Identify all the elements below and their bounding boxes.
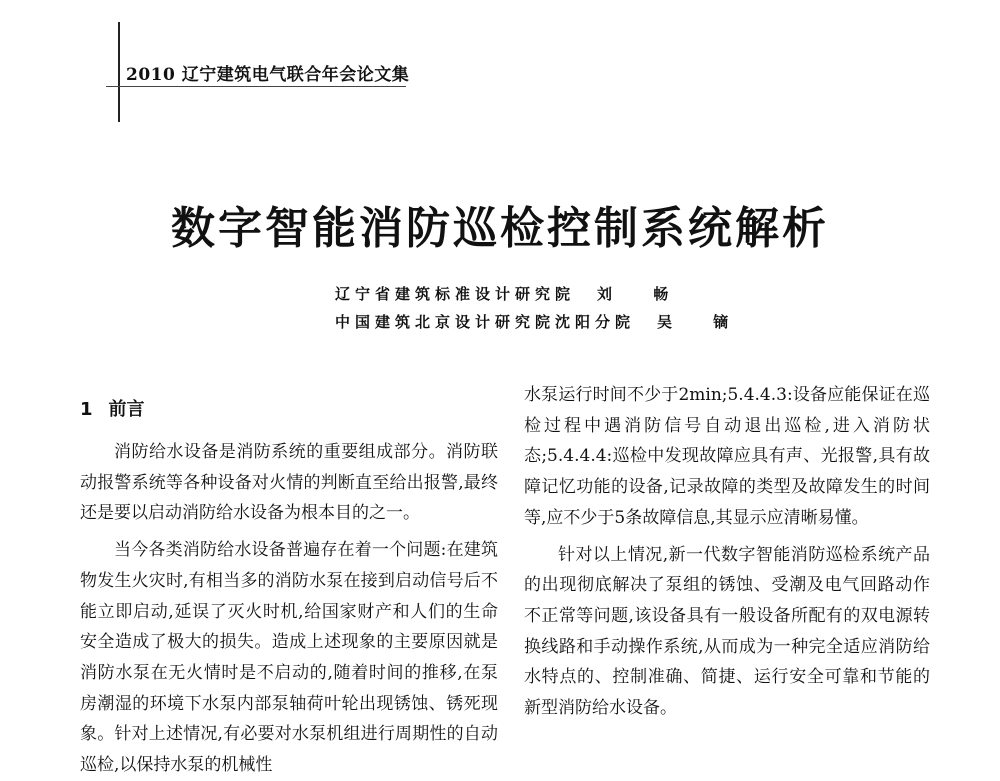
author-line-2 <box>335 311 746 332</box>
body-paragraph: 消防给水设备是消防系统的重要组成部分。消防联动报警系统等各种设备对火情的判断直至给出报警,最终还是要以启动消防给水设备为根本目的之一。 <box>80 442 498 524</box>
section-title: 前言 <box>108 399 145 420</box>
section-number: 1 <box>80 399 93 420</box>
running-head-horizontal-rule <box>106 86 406 87</box>
body-paragraph: 针对以上情况,新一代数字智能消防巡检系统产品的出现彻底解决了泵组的锈蚀、受潮及电气回路动作不正常等问题,该设备具有一般设备所配有的双电源转换线路和手动操作系统,从而成为一种完全适应消防给水特点的、控制准确、简捷、运行安全可靠和节能的新型消防给水设备。 <box>524 544 930 719</box>
right-column <box>524 380 930 724</box>
section-heading <box>80 395 498 425</box>
author-name: 吴 镝 <box>657 313 747 331</box>
body-paragraph: 水泵运行时间不少于2min;5.4.4.3:设备应能保证在巡检过程中遇消防信号自动退出巡检,进入消防状态;5.4.4.4:巡检中发现故障应具有声、光报警,具有故障记忆功能的设备,记录故障的类型及故障发生的时间等,应不少于5条故障信息,其显示应清晰易懂。 <box>524 385 930 528</box>
author-affiliation: 中国建筑北京设计研究院沈阳分院 <box>335 313 636 331</box>
author-line-1 <box>335 283 686 304</box>
left-column <box>80 395 498 781</box>
author-name: 刘 畅 <box>597 285 687 303</box>
author-affiliation: 辽宁省建筑标准设计研究院 <box>335 285 576 303</box>
running-head-vertical-rule <box>118 22 120 122</box>
body-paragraph: 当今各类消防给水设备普遍存在着一个问题:在建筑物发生火灾时,有相当多的消防水泵在接到启动信号后不能立即启动,延误了灭火时机,给国家财产和人们的生命安全造成了极大的损失。造成上述现象的主要原因就是消防水泵在无火情时是不启动的,随着时间的推移,在泵房潮湿的环境下水泵内部泵轴荷叶轮出现锈蚀、锈死现象。针对上述情况,有必要对水泵机组进行周期性的自动巡检,以保持水泵的机械性 <box>80 540 498 776</box>
running-head: 2010 辽宁建筑电气联合年会论文集 <box>126 65 410 85</box>
paper-title: 数字智能消防巡检控制系统解析 <box>171 203 829 254</box>
